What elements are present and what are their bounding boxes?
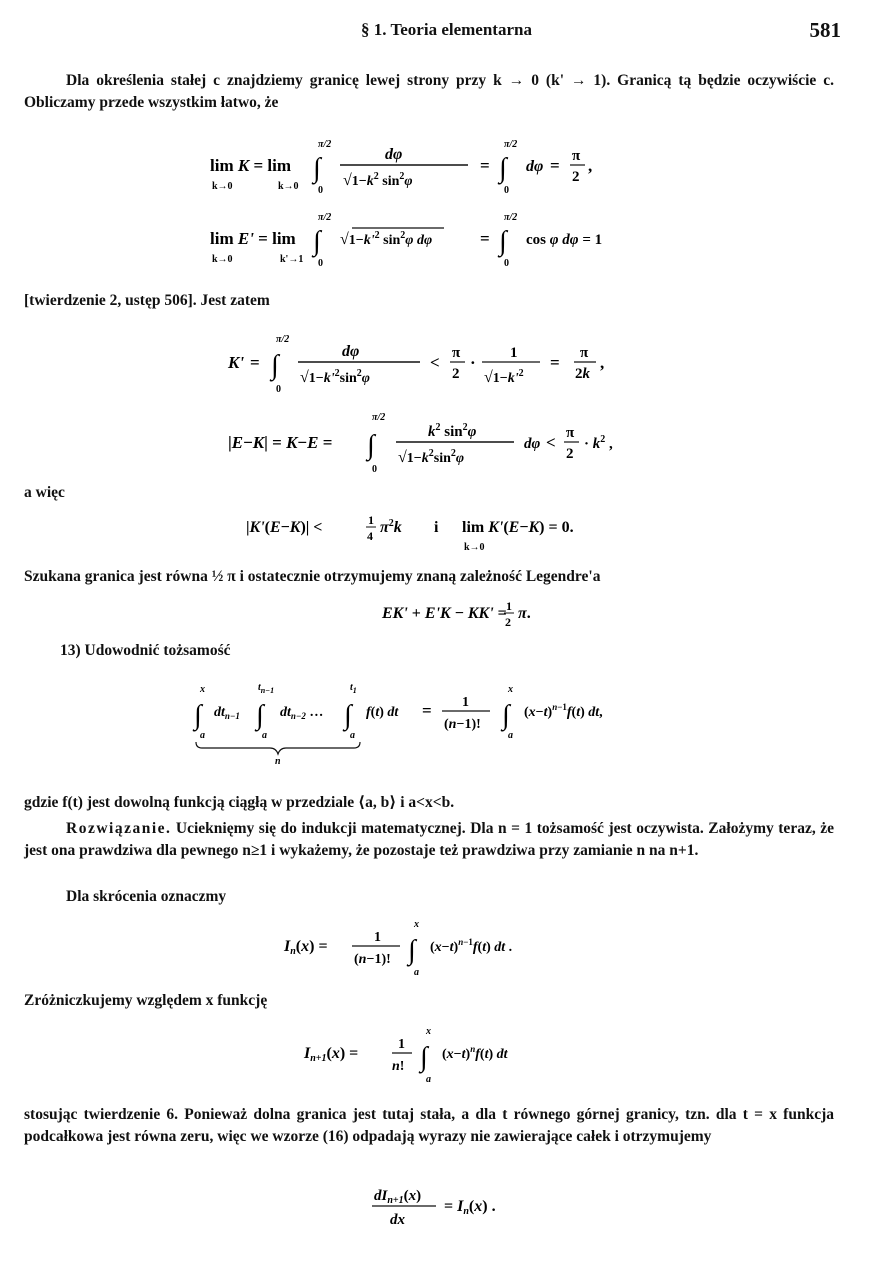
svg-text:k→0: k→0 — [464, 542, 485, 553]
svg-text:|E−K| = K−E =: |E−K| = K−E = — [228, 433, 333, 452]
svg-text:∫: ∫ — [502, 700, 510, 731]
svg-text:π2k: $\pi^2k$ — [380, 518, 402, 536]
svg-text:0: 0 — [372, 464, 377, 475]
svg-text:2: 2 — [505, 615, 511, 629]
svg-text:π.: π. — [518, 605, 531, 622]
svg-text:<: < — [430, 353, 440, 372]
svg-text:√1−k2sin2φ: $√1-k^2\sin^2\varphi$ — [398, 448, 465, 466]
svg-text:(x−t)n−1f(t) dt,: $(x-t)^n-1f(t)$ dt, — [524, 702, 603, 720]
svg-text:dIn+1(x): $dI_{n+1}(x)$ — [374, 1188, 422, 1206]
svg-text:(n−1)!: (n−1)! — [354, 952, 391, 967]
svg-text:k'→1: k'→1 — [280, 254, 304, 265]
formula-In — [280, 915, 620, 981]
paragraph-where: gdzie f(t) jest dowolną funkcją ciągłą w przedziale ⟨a, b⟩ i a<x<b. — [24, 794, 455, 811]
svg-text:dx: dx — [390, 1212, 405, 1228]
formula-lim-K-graphic — [200, 135, 680, 195]
svg-text:dφ: dφ — [385, 146, 403, 163]
formula-In-graphic — [280, 915, 620, 981]
formula-K-prime — [220, 330, 680, 396]
solution-heading: Rozwiązanie. — [66, 820, 172, 837]
svg-text:π/2: π/2 — [372, 412, 386, 423]
svg-text:dtn−1: $dt_{n-1}$ — [214, 705, 240, 721]
svg-text:1: 1 — [368, 513, 374, 527]
svg-text:k→0: k→0 — [212, 181, 233, 192]
formula-derivative-graphic — [370, 1182, 550, 1232]
svg-text:2: 2 — [452, 366, 460, 382]
paragraph-solution — [24, 818, 834, 862]
svg-text:4: 4 — [367, 529, 373, 543]
svg-text:a: a — [200, 730, 205, 741]
formula-K-prime-graphic — [220, 330, 680, 396]
svg-text:K': K' — [228, 353, 245, 372]
formula-identity — [190, 678, 720, 766]
svg-text:π/2: π/2 — [276, 334, 290, 345]
svg-text:2k: 2k — [575, 366, 590, 382]
paragraph-limit-intro: Dla określenia stałej c znajdziemy granicę lewej strony przy k → 0 (k' → 1). Granicą tą będzie oczywiście c. Obliczamy przede wszystkim łatwo, że — [24, 72, 834, 111]
svg-text:lim K'(E−K) = 0.: lim K'(E−K) = 0. — [462, 519, 574, 536]
svg-text:,: , — [600, 353, 605, 372]
svg-text:=: = — [422, 701, 432, 720]
svg-text:n!: n! — [392, 1059, 405, 1074]
svg-text:·: · — [470, 353, 476, 372]
svg-text:∫: ∫ — [420, 1042, 428, 1073]
svg-text:x: x — [508, 684, 513, 695]
svg-text:=: = — [550, 353, 560, 372]
paragraph-theorem-6: stosując twierdzenie 6. Ponieważ dolna granica jest tutaj stała, a dla t równego górnej granicy, tzn. dla t = x funkcja podcałkowa jest równa zeru, więc we wzorze (16) odpadają wyrazy nie zawierające całek i otrzymujemy — [24, 1106, 834, 1145]
svg-text:√1−k'2 sin2φ dφ: $√1-k'^2$ $\sin^2\varphi$ dφ — [340, 230, 433, 248]
svg-text:π: π — [566, 425, 575, 441]
svg-text:(x−t)n−1f(t) dt .: $(x-t)^n-1f(t)$ dt . — [430, 937, 513, 955]
svg-text:,: , — [588, 156, 593, 175]
svg-text:i: i — [434, 519, 439, 536]
problem-13-heading: 13) Udowodnić tożsamość — [60, 642, 231, 659]
paragraph-theorem-ref: [twierdzenie 2, ustęp 506]. Jest zatem — [24, 292, 270, 309]
svg-text:√1−k2 sin2φ: $√1-k^2$ $\sin^2\varphi$ — [343, 171, 413, 189]
section-title: § 1. Teoria elementarna — [361, 20, 532, 39]
svg-text:∫: ∫ — [313, 226, 321, 257]
svg-text:1: 1 — [506, 599, 512, 613]
svg-text:EK' + E'K − KK' =: EK' + E'K − KK' = — [382, 605, 507, 622]
formula-legendre — [380, 596, 580, 634]
svg-text:=: = — [480, 229, 490, 248]
svg-text:1: 1 — [374, 930, 381, 945]
svg-text:=: = — [550, 156, 560, 175]
svg-text:π: π — [580, 345, 589, 361]
formula-E-minus-K-graphic — [220, 408, 680, 478]
formula-bound — [240, 510, 660, 556]
svg-text:π/2: π/2 — [318, 139, 332, 150]
svg-text:f(t) dt: f(t) dt — [366, 705, 399, 720]
svg-text:In(x) =: In(x) = — [284, 938, 328, 957]
formula-E-minus-K — [220, 408, 680, 478]
svg-text:(x−t)nf(t) dt: $(x-t)^nf(t)$ dt — [442, 1044, 508, 1062]
svg-text:∫: ∫ — [344, 700, 352, 731]
svg-text:|K'(E−K)| <: |K'(E−K)| < — [246, 519, 323, 536]
svg-text:dtn−2 …: $dt_{n-2}$ … — [280, 705, 324, 721]
svg-text:π/2: π/2 — [318, 212, 332, 223]
solution-text: Ucieknięmy się do indukcji matematycznej. Dla n = 1 tożsamość jest oczywista. Założymy teraz, że jest ona prawdziwa dla pewnego n≥1 i wykażemy, że pozostaje też prawdziwa przy zamianie n na n+1. — [24, 820, 834, 859]
svg-text:=: = — [250, 353, 260, 372]
svg-text:a: a — [350, 730, 355, 741]
svg-text:a: a — [414, 967, 419, 978]
svg-text:√1−k'2: $√1-k'^2$ — [484, 368, 524, 386]
svg-text:∫: ∫ — [499, 226, 507, 257]
svg-text:0: 0 — [504, 258, 509, 268]
svg-text:∫: ∫ — [194, 700, 202, 731]
svg-text:0: 0 — [318, 258, 323, 268]
svg-text:dφ: dφ — [524, 436, 541, 452]
svg-text:<: < — [546, 433, 556, 452]
formula-lim-K — [200, 135, 680, 195]
formula-derivative — [370, 1182, 550, 1232]
svg-text:dφ: dφ — [526, 158, 544, 175]
svg-text:k2 sin2φ: $k^2$ $\sin^2\varphi$ — [428, 422, 477, 440]
svg-text:0: 0 — [504, 185, 509, 195]
svg-text:1: 1 — [510, 345, 518, 361]
svg-text:0: 0 — [276, 384, 281, 395]
svg-text:x: x — [426, 1026, 431, 1037]
formula-lim-E-graphic — [200, 208, 680, 268]
svg-text:In+1(x) =: In+1(x) = — [304, 1045, 359, 1064]
svg-text:1: 1 — [398, 1037, 405, 1052]
svg-text:∫: ∫ — [313, 153, 321, 184]
page-number: 581 — [809, 18, 841, 42]
svg-text:(n−1)!: (n−1)! — [444, 717, 481, 732]
svg-text:√1−k'2sin2φ: $√1-k'^2\sin^2\varphi$ — [300, 368, 370, 386]
svg-text:π: π — [452, 345, 461, 361]
svg-text:k→0: k→0 — [212, 254, 233, 265]
formula-In1 — [300, 1022, 600, 1088]
paragraph-legendre-intro: Szukana granica jest równa ½ π i ostatecznie otrzymujemy znaną zależność Legendre'a — [24, 568, 601, 585]
running-header — [0, 18, 893, 46]
svg-text:∫: ∫ — [499, 153, 507, 184]
svg-text:dφ: dφ — [342, 343, 360, 360]
svg-text:tn−1: $t_{n-1}$ — [258, 682, 275, 695]
svg-text:2: 2 — [572, 169, 580, 185]
svg-text:π: π — [572, 148, 581, 164]
svg-text:= In(x) .: = In(x) . — [444, 1198, 496, 1217]
svg-text:· k2 ,: · $k^2$ , — [584, 434, 613, 452]
svg-text:=: = — [480, 156, 490, 175]
formula-identity-graphic — [190, 678, 720, 766]
paragraph-differentiate: Zróżniczkujemy względem x funkcję — [24, 992, 268, 1009]
svg-text:1: 1 — [462, 695, 469, 710]
svg-text:lim K = lim: lim K = lim — [210, 156, 291, 175]
svg-text:k→0: k→0 — [278, 181, 299, 192]
svg-text:π/2: π/2 — [504, 212, 518, 223]
svg-text:a: a — [262, 730, 267, 741]
svg-text:π/2: π/2 — [504, 139, 518, 150]
svg-text:0: 0 — [318, 185, 323, 195]
svg-text:2: 2 — [566, 446, 574, 462]
formula-bound-graphic — [240, 510, 660, 556]
svg-text:cos φ dφ = 1: cos φ dφ = 1 — [526, 232, 603, 248]
svg-text:∫: ∫ — [367, 430, 375, 461]
svg-text:t1: $t_1$ — [350, 682, 357, 695]
svg-text:x: x — [200, 684, 205, 695]
svg-text:n: n — [275, 756, 281, 766]
formula-legendre-graphic — [380, 596, 580, 634]
paragraph-so: a więc — [24, 484, 65, 501]
svg-text:lim E' = lim: lim E' = lim — [210, 229, 296, 248]
formula-In1-graphic — [300, 1022, 600, 1088]
svg-text:a: a — [426, 1074, 431, 1085]
paragraph-abbrev: Dla skrócenia oznaczmy — [66, 888, 227, 905]
svg-text:∫: ∫ — [408, 935, 416, 966]
svg-text:x: x — [414, 919, 419, 930]
svg-text:∫: ∫ — [256, 700, 264, 731]
svg-text:a: a — [508, 730, 513, 741]
formula-lim-E — [200, 208, 680, 268]
svg-text:∫: ∫ — [271, 350, 279, 381]
